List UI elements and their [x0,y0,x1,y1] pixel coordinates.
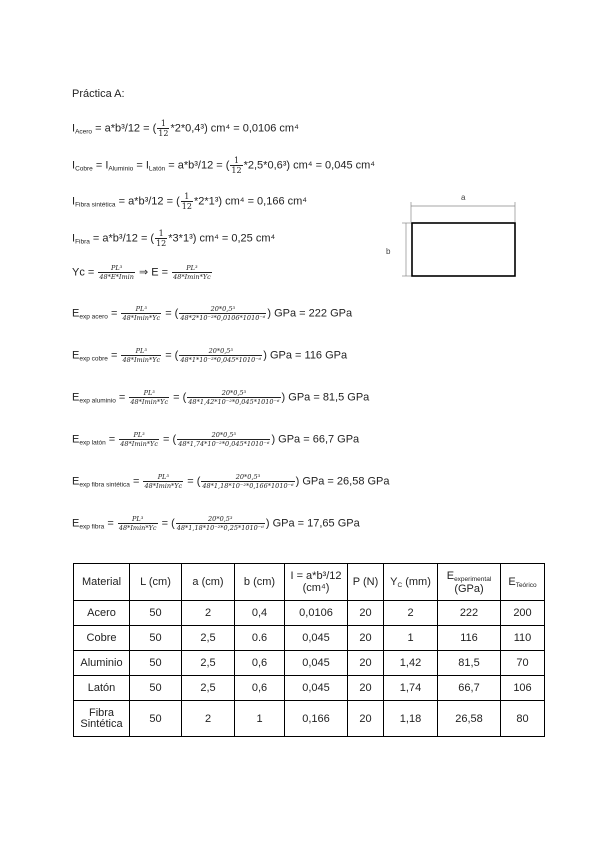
dimension-label-b: b [386,247,391,256]
header-unit: (mm) [402,575,431,588]
formula-exp-sintetica [72,473,390,490]
cell-inertia: 0,0106 [285,601,348,626]
equation-text: = [104,517,117,530]
equation-text: = ( [159,433,177,446]
equation-text: = ( [162,307,179,320]
header-deflection [384,564,438,601]
cell-a: 2,5 [182,651,235,676]
subscript: exp aluminio [79,397,116,405]
fraction: $\frac{1}{12}$ [231,156,242,175]
equation-text: = [107,349,121,362]
header-length: L (cm) [130,564,182,601]
table-row [74,651,545,676]
equation-result: ) GPa = 26,58 GPa [295,475,390,488]
cell-e-teorico: 106 [501,676,545,701]
paren: ( [150,232,155,245]
symbol: E [72,307,80,320]
header-unit: (cm⁴) [302,582,330,594]
subscript: Fibra sintética [75,201,116,209]
fraction: $\frac{\text{20*0,5³}}{\text{48*1,74*10⁻²*0,045*1010⁻⁶}}$ [178,431,270,448]
header-e-teorico [501,564,545,601]
equation-text: = I [133,159,149,172]
header-text: I = a*b³/12 [290,570,342,582]
header-a: a (cm) [182,564,235,601]
subscript: Aluminio [108,165,134,173]
cell-length: 50 [130,701,182,737]
header-subscript: experimental [454,575,492,583]
header-material: Material [74,564,130,601]
table-row [74,701,545,737]
subscript: exp latón [79,439,106,447]
cell-inertia: 0,045 [285,626,348,651]
equation-text: = [129,475,143,488]
cell-material: Fibra Sintética [74,701,130,737]
paren: ( [152,122,157,135]
cell-a: 2,5 [182,676,235,701]
equation-text: = [115,391,129,404]
header-text: E [508,575,516,588]
symbol: E [72,349,80,362]
equation-result: *2*0,4³) cm⁴ = 0,0106 cm⁴ [170,122,299,135]
symbol: E [72,391,80,404]
cell-e-experimental: 116 [438,626,501,651]
header-load: P (N) [348,564,384,601]
cell-material: Cobre [74,626,130,651]
fraction: $\frac{\text{PL³}}{48*Imin*Yc}$ [120,431,158,448]
symbol: E [72,475,80,488]
equation-result: ) GPa = 116 GPa [263,349,348,362]
symbol: I [72,122,76,135]
fraction: $\frac{\text{PL³}}{48*Imin*Yc}$ [122,305,161,322]
equation-result: *2,5*0,6³) cm⁴ = 0,045 cm⁴ [243,159,376,172]
subscript: Acero [75,128,93,136]
paren: ( [176,195,180,208]
subscript: Cobre [75,165,93,173]
cell-material: Latón [74,676,130,701]
cell-deflection: 1 [384,626,438,651]
fraction: $\frac{\text{20*0,5³}}{\text{48*1,42*10⁻²*0,045*1010⁻⁶}}$ [188,389,280,406]
cell-e-teorico: 110 [501,626,545,651]
fraction: $\frac{1}{12}$ [158,119,169,138]
fraction: $\frac{\text{20*0,5³}}{\text{48*2*10⁻²*0,0106*1010⁻⁶}}$ [180,305,266,322]
formula-inertia-cobre [72,156,375,175]
fraction: $\frac{\text{PL³}}{48*Imin*Yc}$ [173,264,211,281]
equation-result: ) GPa = 66,7 GPa [271,433,360,446]
cell-inertia: 0,045 [285,651,348,676]
cross-section-rectangle [412,223,515,276]
subscript: exp fibra sintética [79,481,130,489]
header-subscript: Teórico [515,581,537,589]
cell-e-experimental: 66,7 [438,676,501,701]
cell-inertia: 0,045 [285,676,348,701]
dimension-label-a: a [461,193,466,202]
cross-section-diagram [382,192,532,282]
table-row [74,676,545,701]
fraction: $\frac{\text{20*0,5³}}{\text{48*1,18*10⁻²*0,25*1010⁻⁶}}$ [176,515,264,532]
cell-length: 50 [130,651,182,676]
subscript: exp fibra [79,523,105,531]
table-row [74,626,545,651]
formula-exp-cobre [72,347,347,364]
equation-text: = ( [170,391,187,404]
fraction: $\frac{\text{20*0,5³}}{\text{48*1,18*10⁻²*0,166*1010⁻⁶}}$ [202,473,294,490]
equation-text: = [105,433,119,446]
cell-deflection: 1,18 [384,701,438,737]
equation-result: *2*1³) cm⁴ = 0,166 cm⁴ [193,195,308,208]
cell-load: 20 [348,651,384,676]
cell-e-teorico: 200 [501,601,545,626]
cell-e-experimental: 81,5 [438,651,501,676]
cell-length: 50 [130,626,182,651]
fraction: $\frac{1}{12}$ [181,192,192,211]
symbol: I [72,159,76,172]
cell-a: 2 [182,601,235,626]
symbol: E [72,517,80,530]
cell-b: 1 [235,701,285,737]
cell-e-teorico: 70 [501,651,545,676]
cell-load: 20 [348,676,384,701]
cell-e-experimental: 222 [438,601,501,626]
cell-a: 2,5 [182,626,235,651]
symbol: I [72,195,76,208]
subscript: Latón [148,165,166,173]
subscript: Fibra [75,238,90,246]
table-row [74,601,545,626]
fraction: $\frac{\text{PL³}}{48*Imin*Yc}$ [118,515,157,532]
formula-exp-laton [72,431,359,448]
equation-text: = [107,307,121,320]
table-header-row [74,564,545,601]
header-subscript: C [397,581,403,589]
fraction: $\frac{\text{PL³}}{48*E*Imin}$ [99,264,134,281]
equation-result: ) GPa = 222 GPa [267,307,353,320]
fraction: $\frac{\text{20*0,5³}}{\text{48*1*10⁻²*0,045*1010⁻⁶}}$ [180,347,262,364]
formula-inertia-acero [72,119,299,138]
cell-b: 0.6 [235,626,285,651]
cell-b: 0,4 [235,601,285,626]
cell-b: 0,6 [235,651,285,676]
cell-a: 2 [182,701,235,737]
equation-text: = ( [158,517,175,530]
formula-exp-acero [72,305,352,322]
cell-material: Acero [74,601,130,626]
header-text: Y [390,575,398,588]
formula-exp-fibra [72,515,360,532]
cell-load: 20 [348,626,384,651]
results-table [73,563,545,737]
cell-deflection: 1,42 [384,651,438,676]
fraction: $\frac{1}{12}$ [156,229,167,248]
equation-result: ) GPa = 81,5 GPa [281,391,370,404]
cell-e-experimental: 26,58 [438,701,501,737]
header-unit: (GPa) [454,582,484,595]
fraction: $\frac{\text{PL³}}{48*Imin*Yc}$ [122,347,161,364]
header-b: b (cm) [235,564,285,601]
symbol: I [72,232,76,245]
cell-load: 20 [348,601,384,626]
header-inertia [285,564,348,601]
cell-material: Aluminio [74,651,130,676]
paren: ( [225,159,230,172]
cell-deflection: 1,74 [384,676,438,701]
formula-inertia-sintetica [72,192,307,211]
cell-e-teorico: 80 [501,701,545,737]
cell-deflection: 2 [384,601,438,626]
subscript: exp cobre [79,355,108,363]
equation-result: ) GPa = 17,65 GPa [265,517,360,530]
cell-length: 50 [130,601,182,626]
page-title: Práctica A: [72,88,125,100]
formula-exp-aluminio [72,389,369,406]
cell-b: 0,6 [235,676,285,701]
symbol: E [72,433,80,446]
fraction: $\frac{\text{PL³}}{48*Imin*Yc}$ [130,389,169,406]
header-e-experimental [438,564,501,601]
fraction: $\frac{\text{PL³}}{48*Imin*Yc}$ [144,473,183,490]
equation-result: *3*1³) cm⁴ = 0,25 cm⁴ [168,232,276,245]
equation-text: = a*b³/12 = [92,122,153,135]
cell-load: 20 [348,701,384,737]
equation-text: = a*b³/12 = [89,232,151,245]
subscript: exp acero [79,313,108,321]
cell-inertia: 0,166 [285,701,348,737]
cell-length: 50 [130,676,182,701]
header-text: E [446,569,455,582]
equation-text: = a*b³/12 = [115,195,177,208]
formula-inertia-fibra [72,229,275,248]
formula-deflection [72,264,213,281]
equation-text: = ( [162,349,179,362]
equation-text: Yc = [72,266,98,279]
equation-text: = a*b³/12 = [165,159,226,172]
equation-text: ⇒ E = [135,266,172,279]
equation-text: = I [92,159,109,172]
equation-text: = ( [184,475,201,488]
